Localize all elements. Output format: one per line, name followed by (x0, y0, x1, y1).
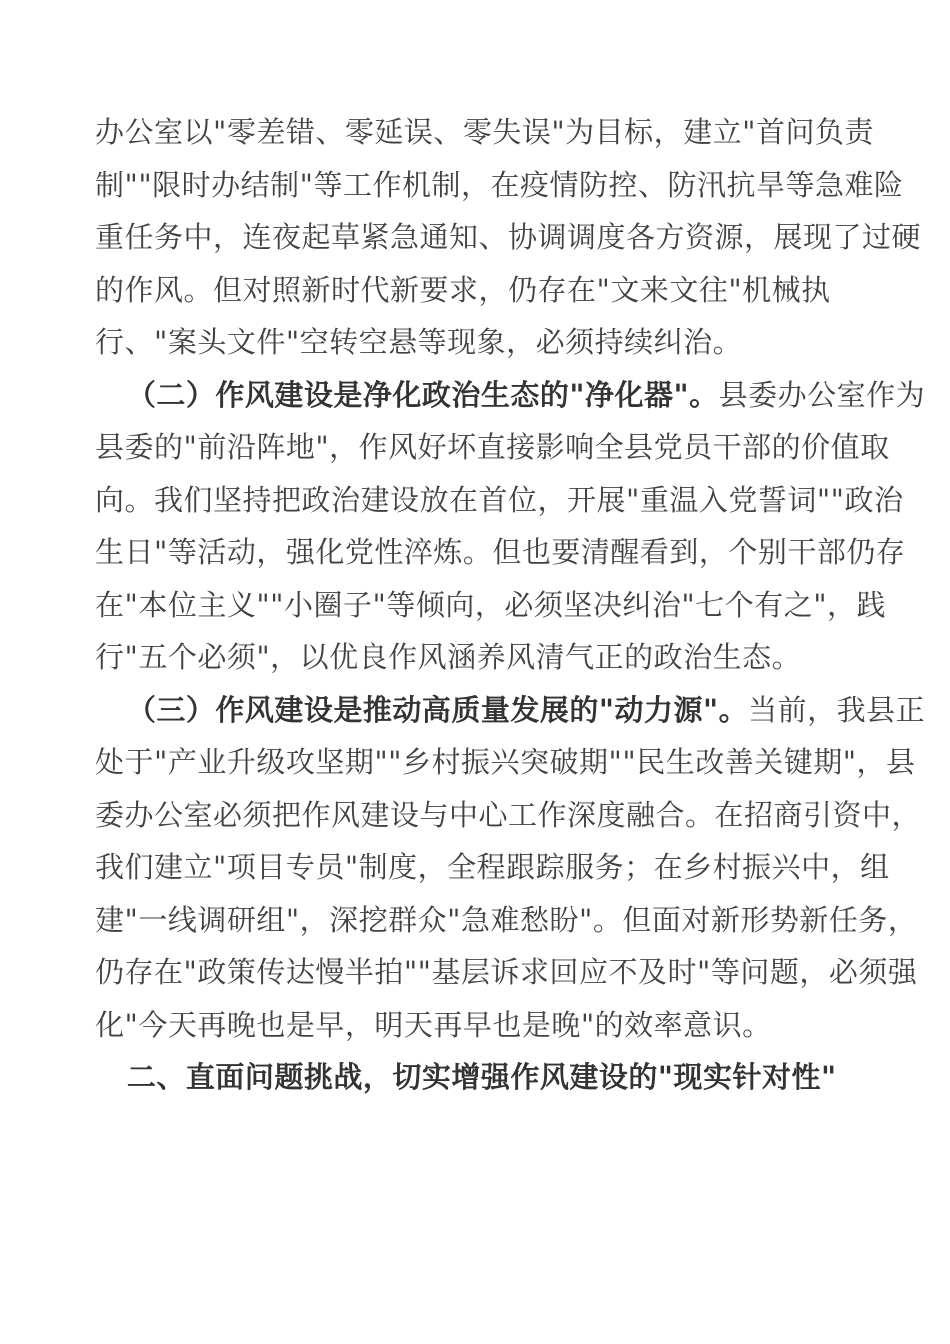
paragraph-continuation (95, 106, 930, 369)
paragraph-bold-lead: （三）作风建设是推动高质量发展的"动力源"。 (126, 692, 749, 727)
paragraph-bold-lead: （二）作风建设是净化政治生态的"净化器"。 (126, 377, 719, 412)
paragraph-text: 当前，我县正处于"产业升级攻坚期""乡村振兴突破期""民生改善关键期"，县委办公室必须把作风建设与中心工作深度融合。在招商引资中，我们建立"项目专员"制度，全程跟踪服务；在乡村振兴中，组建"一线调研组"，深挖群众"急难愁盼"。但面对新形势新任务，仍存在"政策传达慢半拍""基层诉求回应不及时"等问题，必须强化"今天再晚也是早，明天再早也是晚"的效率意识。 (95, 692, 926, 1042)
section-heading-text: 二、直面问题挑战，切实增强作风建设的"现实针对性" (126, 1060, 837, 1094)
paragraph-point-three (95, 684, 930, 1052)
paragraph-text: 办公室以"零差错、零延误、零失误"为目标，建立"首问负责制""限时办结制"等工作机制，在疫情防控、防汛抗旱等急难险重任务中，连夜起草紧急通知、协调调度各方资源，展现了过硬的作风。但对照新时代新要求，仍存在"文来文往"机械执行、"案头文件"空转空悬等现象，必须持续纠治。 (95, 115, 922, 359)
section-heading-two (95, 1051, 930, 1104)
document-text-column (95, 106, 930, 1104)
paragraph-point-two (95, 369, 930, 684)
paragraph-text: 县委办公室作为县委的"前沿阵地"，作风好坏直接影响全县党员干部的价值取向。我们坚持把政治建设放在首位，开展"重温入党誓词""政治生日"等活动，强化党性淬炼。但也要清醒看到，个别干部仍存在"本位主义""小圈子"等倾向，必须坚决纠治"七个有之"，践行"五个必须"，以优良作风涵养风清气正的政治生态。 (95, 377, 926, 674)
